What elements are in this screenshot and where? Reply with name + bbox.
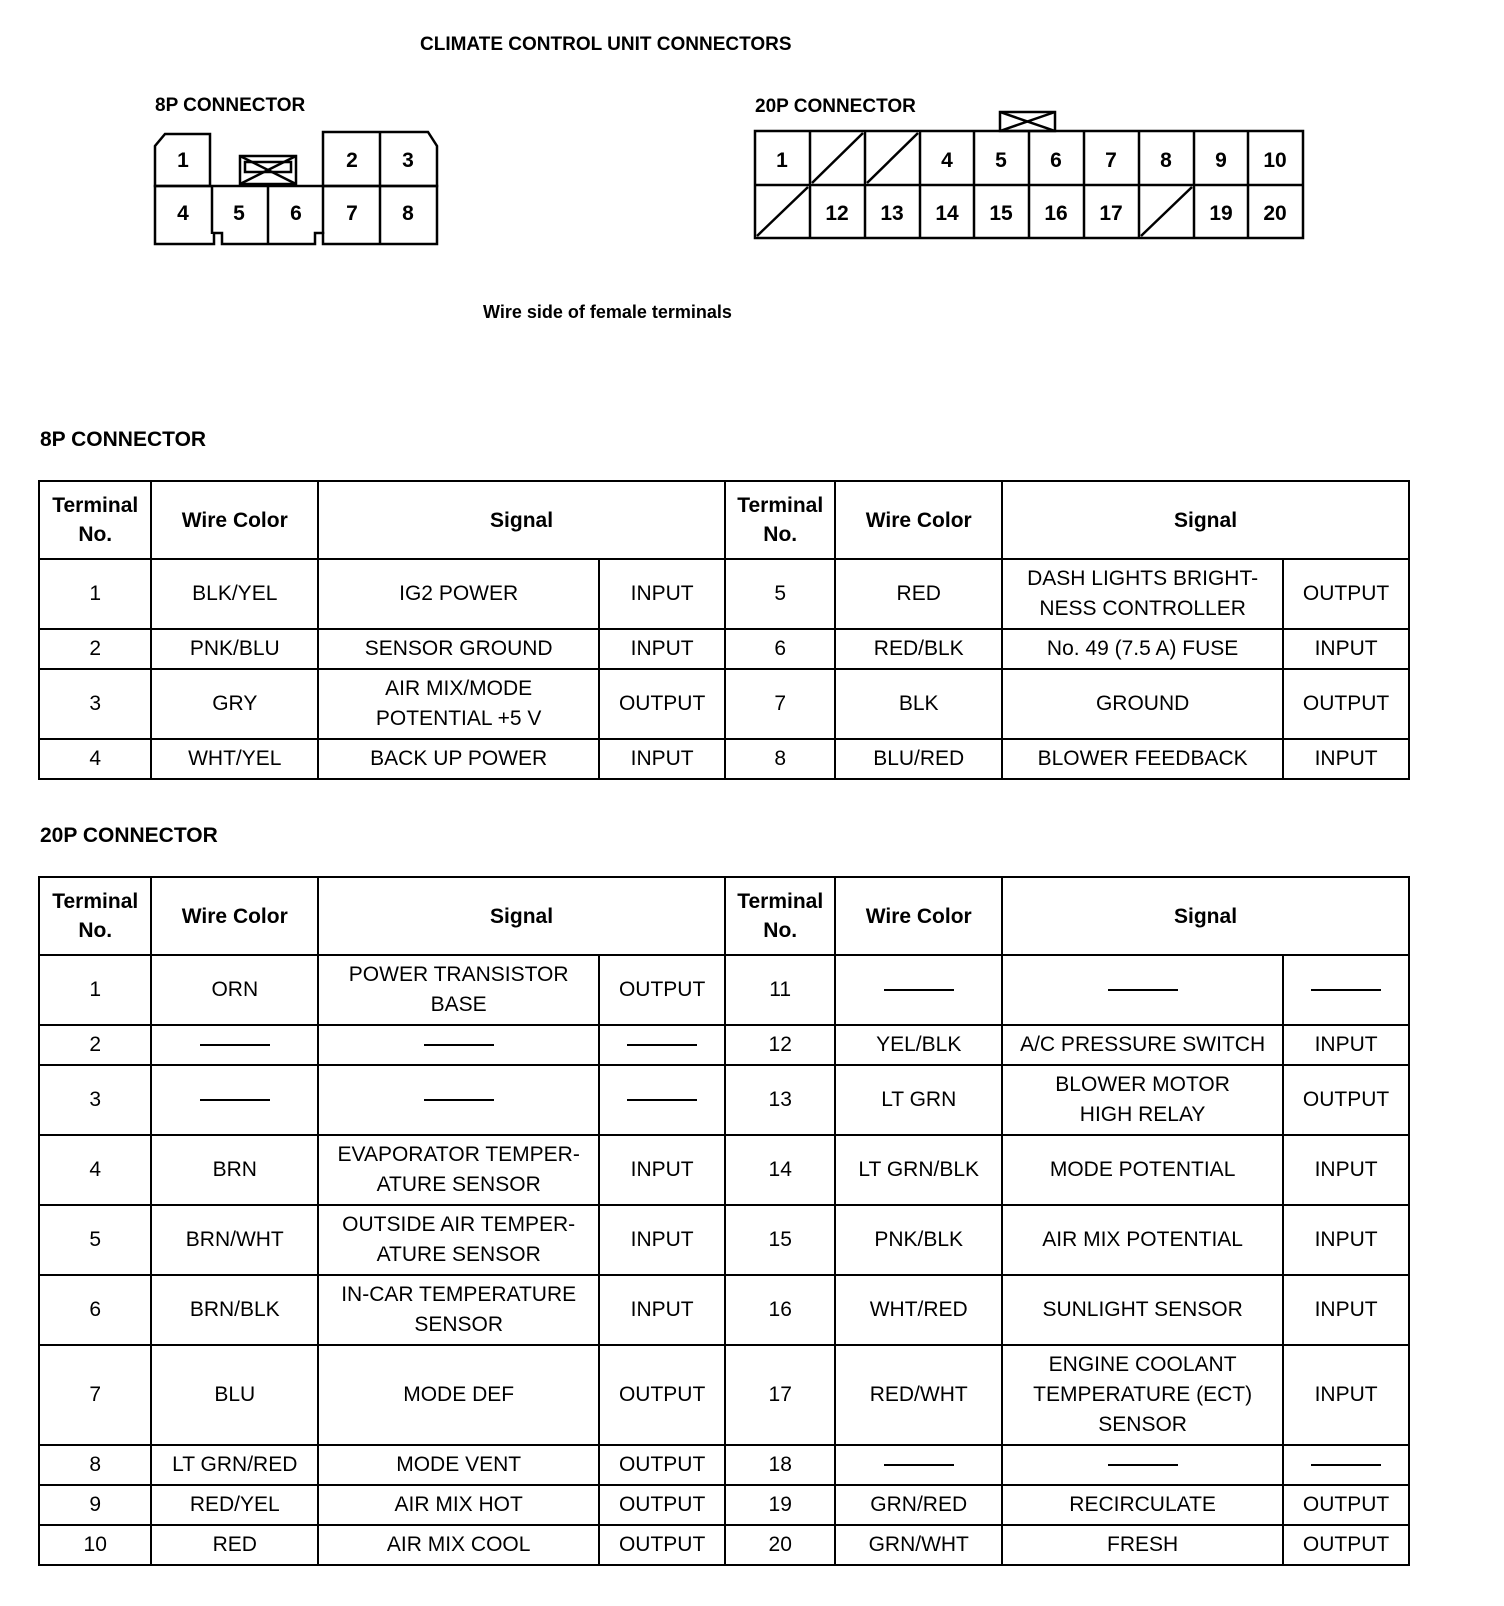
pin-label: 17 (1099, 202, 1123, 225)
signal-direction: INPUT (1283, 1345, 1409, 1445)
signal-name (318, 559, 599, 629)
signal-direction: INPUT (599, 1205, 725, 1275)
empty-dash (884, 989, 954, 991)
signal-line: TEMPERATURE (ECT) (1033, 1383, 1253, 1406)
signal-direction: INPUT (599, 559, 725, 629)
empty-dash (1108, 1464, 1178, 1466)
signal-name (1002, 1275, 1283, 1345)
wire-color: GRN/RED (835, 1485, 1002, 1525)
signal-line: RECIRCULATE (1069, 1493, 1216, 1516)
signal-name (1002, 559, 1283, 629)
signal-line: SENSOR (414, 1313, 503, 1336)
signal-name (1002, 1445, 1283, 1485)
signal-name (1002, 1525, 1283, 1565)
signal-name (318, 1345, 599, 1445)
signal-line: SENSOR (1098, 1413, 1187, 1436)
signal-direction: OUTPUT (599, 955, 725, 1025)
signal-name (318, 669, 599, 739)
signal-line: OUTSIDE AIR TEMPER- (342, 1213, 576, 1236)
diagram-caption: Wire side of female terminals (483, 302, 732, 322)
wire-color: ORN (151, 955, 318, 1025)
table-row (39, 1135, 1409, 1205)
signal-name (318, 1485, 599, 1525)
signal-name (318, 739, 599, 779)
empty-dash (200, 1044, 270, 1046)
terminal-no: 2 (39, 629, 151, 669)
header-signal: Signal (1002, 481, 1409, 559)
terminal-no: 12 (725, 1025, 835, 1065)
wire-color: BRN/WHT (151, 1205, 318, 1275)
connector-8p-label: 8P CONNECTOR (155, 95, 306, 116)
signal-direction (1283, 955, 1409, 1025)
pin-label: 5 (995, 149, 1007, 172)
pin-label: 14 (935, 202, 959, 225)
signal-line: GROUND (1095, 692, 1190, 715)
wire-color: BLK (835, 669, 1002, 739)
signal-line: POTENTIAL +5 V (375, 707, 542, 730)
signal-direction: INPUT (1283, 1275, 1409, 1345)
pin-label: 1 (776, 149, 788, 172)
signal-line: A/C PRESSURE SWITCH (1020, 1033, 1266, 1056)
signal-name (1002, 1205, 1283, 1275)
terminal-no: 16 (725, 1275, 835, 1345)
header-signal: Signal (318, 877, 725, 955)
wire-color: WHT/RED (835, 1275, 1002, 1345)
signal-direction: INPUT (599, 1135, 725, 1205)
pin-label: 13 (880, 202, 904, 225)
signal-direction: INPUT (1283, 629, 1409, 669)
header-wire-color: Wire Color (151, 877, 318, 955)
signal-name (1002, 669, 1283, 739)
signal-line: No. 49 (7.5 A) FUSE (1046, 637, 1239, 660)
terminal-no: 7 (39, 1345, 151, 1445)
terminal-no: 8 (725, 739, 835, 779)
signal-direction (599, 1065, 725, 1135)
wire-color: PNK/BLK (835, 1205, 1002, 1275)
terminal-no: 1 (39, 559, 151, 629)
table-row (39, 559, 1409, 629)
signal-line: AIR MIX/MODE (385, 677, 533, 700)
pinout-table-8p (38, 480, 1410, 780)
wire-color: BLU/RED (835, 739, 1002, 779)
signal-name (1002, 955, 1283, 1025)
header-terminal-no (39, 481, 151, 559)
header-terminal-line: Terminal (52, 890, 139, 913)
signal-line: MODE VENT (396, 1453, 522, 1476)
signal-direction: INPUT (1283, 1205, 1409, 1275)
empty-dash (1311, 1464, 1381, 1466)
pin-label: 3 (402, 149, 414, 172)
empty-dash (200, 1099, 270, 1101)
signal-name (1002, 1065, 1283, 1135)
terminal-no: 5 (39, 1205, 151, 1275)
table-row (39, 669, 1409, 739)
terminal-no: 18 (725, 1445, 835, 1485)
empty-dash (627, 1099, 697, 1101)
header-signal: Signal (318, 481, 725, 559)
pin-label: 16 (1044, 202, 1068, 225)
pin-label: 19 (1209, 202, 1233, 225)
pin-label: 7 (346, 202, 358, 225)
signal-line: BLOWER MOTOR (1055, 1073, 1230, 1096)
pin-label: 6 (290, 202, 302, 225)
signal-line: AIR MIX HOT (394, 1493, 523, 1516)
wire-color: LT GRN/BLK (835, 1135, 1002, 1205)
signal-line: ATURE SENSOR (376, 1173, 541, 1196)
wire-color: RED (151, 1525, 318, 1565)
pin-label: 4 (177, 202, 189, 225)
header-wire-color: Wire Color (835, 877, 1002, 955)
signal-direction: INPUT (1283, 1135, 1409, 1205)
pin-label: 15 (989, 202, 1013, 225)
header-terminal-line: No. (78, 919, 113, 942)
connector-diagrams (0, 0, 1504, 260)
signal-line: EVAPORATOR TEMPER- (337, 1143, 580, 1166)
pin-label: 4 (941, 149, 953, 172)
signal-line: BACK UP POWER (370, 747, 548, 770)
wire-color: PNK/BLU (151, 629, 318, 669)
pin-label: 5 (233, 202, 245, 225)
table-row (39, 1525, 1409, 1565)
table-row (39, 1065, 1409, 1135)
terminal-no: 6 (725, 629, 835, 669)
header-terminal-no (39, 877, 151, 955)
table-row (39, 955, 1409, 1025)
signal-line: FRESH (1107, 1533, 1179, 1556)
header-terminal-no (725, 481, 835, 559)
pin-label: 7 (1105, 149, 1117, 172)
terminal-no: 19 (725, 1485, 835, 1525)
signal-name (1002, 1135, 1283, 1205)
pin-label: 9 (1215, 149, 1227, 172)
terminal-no: 3 (39, 1065, 151, 1135)
signal-direction: OUTPUT (1283, 669, 1409, 739)
header-terminal-no (725, 877, 835, 955)
table-row (39, 1485, 1409, 1525)
signal-direction: INPUT (599, 739, 725, 779)
terminal-no: 8 (39, 1445, 151, 1485)
terminal-no: 10 (39, 1525, 151, 1565)
table-row (39, 1205, 1409, 1275)
header-terminal-line: No. (763, 919, 798, 942)
pin-label: 12 (825, 202, 849, 225)
signal-name (318, 1525, 599, 1565)
wire-color: YEL/BLK (835, 1025, 1002, 1065)
wire-color: LT GRN/RED (151, 1445, 318, 1485)
wire-color (151, 1065, 318, 1135)
signal-line: MODE DEF (403, 1383, 515, 1406)
empty-dash (1311, 989, 1381, 991)
pin-label: 8 (402, 202, 414, 225)
section-heading-8p: 8P CONNECTOR (40, 428, 207, 451)
signal-line: AIR MIX COOL (386, 1533, 531, 1556)
terminal-no: 3 (39, 669, 151, 739)
table-row (39, 739, 1409, 779)
table-row (39, 1345, 1409, 1445)
signal-line: SENSOR GROUND (364, 637, 553, 660)
signal-direction: INPUT (1283, 739, 1409, 779)
signal-name (1002, 1025, 1283, 1065)
signal-name (1002, 1345, 1283, 1445)
empty-dash (424, 1044, 494, 1046)
signal-direction (1283, 1445, 1409, 1485)
terminal-no: 20 (725, 1525, 835, 1565)
signal-name (318, 1205, 599, 1275)
signal-line: IN-CAR TEMPERATURE (341, 1283, 577, 1306)
pin-label: 8 (1160, 149, 1172, 172)
signal-direction: OUTPUT (599, 1525, 725, 1565)
signal-name (318, 1275, 599, 1345)
section-heading-20p: 20P CONNECTOR (40, 824, 218, 847)
header-wire-color: Wire Color (835, 481, 1002, 559)
signal-direction: OUTPUT (599, 669, 725, 739)
terminal-no: 1 (39, 955, 151, 1025)
pin-label: 20 (1263, 202, 1287, 225)
table-header-row (39, 877, 1409, 955)
empty-dash (627, 1044, 697, 1046)
signal-direction: OUTPUT (599, 1485, 725, 1525)
signal-direction: INPUT (599, 629, 725, 669)
signal-line: ENGINE COOLANT (1048, 1353, 1237, 1376)
header-terminal-line: Terminal (737, 890, 824, 913)
pin-label: 6 (1050, 149, 1062, 172)
terminal-no: 9 (39, 1485, 151, 1525)
terminal-no: 13 (725, 1065, 835, 1135)
signal-direction: OUTPUT (599, 1345, 725, 1445)
wire-color (151, 1025, 318, 1065)
signal-direction: OUTPUT (1283, 1525, 1409, 1565)
wire-color: GRY (151, 669, 318, 739)
terminal-no: 2 (39, 1025, 151, 1065)
terminal-no: 6 (39, 1275, 151, 1345)
signal-line: AIR MIX POTENTIAL (1042, 1228, 1243, 1251)
signal-direction: OUTPUT (1283, 1065, 1409, 1135)
terminal-no: 5 (725, 559, 835, 629)
terminal-no: 11 (725, 955, 835, 1025)
wire-color: RED (835, 559, 1002, 629)
empty-dash (1108, 989, 1178, 991)
pinout-table-20p (38, 876, 1410, 1566)
signal-name (318, 1025, 599, 1065)
signal-name (1002, 629, 1283, 669)
signal-name (318, 955, 599, 1025)
signal-name (318, 1065, 599, 1135)
signal-name (318, 1445, 599, 1485)
table-row (39, 1445, 1409, 1485)
header-terminal-line: Terminal (52, 494, 139, 517)
signal-line: IG2 POWER (399, 582, 519, 605)
wire-color: BRN (151, 1135, 318, 1205)
pin-label: 1 (177, 149, 189, 172)
signal-name (318, 1135, 599, 1205)
wire-color: BLK/YEL (151, 559, 318, 629)
signal-name (318, 629, 599, 669)
signal-line: POWER TRANSISTOR (348, 963, 569, 986)
signal-line: MODE POTENTIAL (1049, 1158, 1236, 1181)
page-title: CLIMATE CONTROL UNIT CONNECTORS (420, 34, 792, 55)
table-header-row (39, 481, 1409, 559)
pin-label: 2 (346, 149, 358, 172)
wire-color: RED/WHT (835, 1345, 1002, 1445)
wire-color: RED/YEL (151, 1485, 318, 1525)
pin-label: 10 (1263, 149, 1287, 172)
header-terminal-line: No. (763, 523, 798, 546)
wire-color: BRN/BLK (151, 1275, 318, 1345)
terminal-no: 15 (725, 1205, 835, 1275)
terminal-no: 17 (725, 1345, 835, 1445)
table-row (39, 1275, 1409, 1345)
signal-direction: OUTPUT (1283, 1485, 1409, 1525)
signal-line: NESS CONTROLLER (1039, 597, 1246, 620)
wire-color: RED/BLK (835, 629, 1002, 669)
wire-color (835, 955, 1002, 1025)
signal-direction: INPUT (599, 1275, 725, 1345)
header-terminal-line: Terminal (737, 494, 824, 517)
wire-color: WHT/YEL (151, 739, 318, 779)
connector-20p-label: 20P CONNECTOR (755, 96, 916, 117)
signal-line: SUNLIGHT SENSOR (1042, 1298, 1243, 1321)
signal-direction: INPUT (1283, 1025, 1409, 1065)
terminal-no: 7 (725, 669, 835, 739)
signal-direction: OUTPUT (1283, 559, 1409, 629)
terminal-no: 4 (39, 739, 151, 779)
header-signal: Signal (1002, 877, 1409, 955)
table-row (39, 629, 1409, 669)
signal-line: ATURE SENSOR (376, 1243, 541, 1266)
table-row (39, 1025, 1409, 1065)
terminal-no: 14 (725, 1135, 835, 1205)
signal-line: HIGH RELAY (1079, 1103, 1206, 1126)
connector-20p-pin-labels (776, 149, 1287, 225)
terminal-no: 4 (39, 1135, 151, 1205)
signal-line: DASH LIGHTS BRIGHT- (1027, 567, 1259, 590)
signal-name (1002, 1485, 1283, 1525)
signal-direction (599, 1025, 725, 1065)
signal-direction: OUTPUT (599, 1445, 725, 1485)
signal-line: BLOWER FEEDBACK (1037, 747, 1248, 770)
wire-color: GRN/WHT (835, 1525, 1002, 1565)
wire-color: BLU (151, 1345, 318, 1445)
connector-8p-face (155, 132, 437, 244)
wire-color: LT GRN (835, 1065, 1002, 1135)
empty-dash (884, 1464, 954, 1466)
signal-line: BASE (430, 993, 487, 1016)
header-wire-color: Wire Color (151, 481, 318, 559)
header-terminal-line: No. (78, 523, 113, 546)
wire-color (835, 1445, 1002, 1485)
signal-name (1002, 739, 1283, 779)
empty-dash (424, 1099, 494, 1101)
